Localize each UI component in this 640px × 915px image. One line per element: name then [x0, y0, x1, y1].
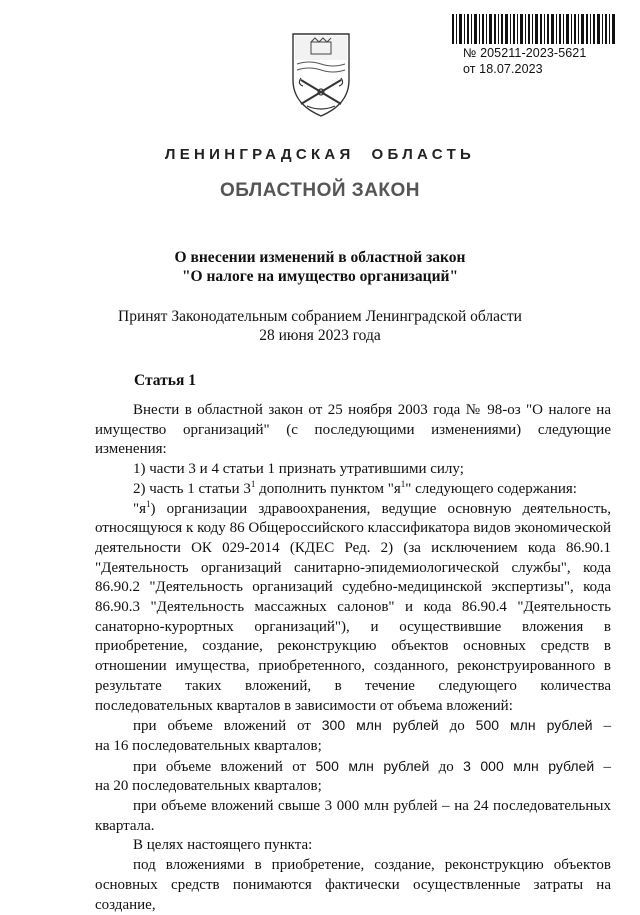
investment-tier-2-term: на 20 последовательных кварталов; — [95, 778, 322, 795]
law-title-line-2: "О налоге на имущество организаций" — [181, 268, 459, 285]
investment-tier-2: при объеме вложений от 500 млн рублей до 3 000 млн рублей – — [133, 757, 612, 775]
article-intro: Внести в областной закон от 25 ноября 2003 года № 98-оз "О налоге на имущество организаций" (с последующими изменениями) следующие изменения: — [95, 402, 611, 458]
investment-tier-1-term: на 16 последовательных кварталов; — [95, 737, 322, 754]
article-body — [95, 401, 611, 915]
registration-date: от 18.07.2023 — [463, 62, 543, 76]
barcode — [452, 14, 616, 44]
purpose-clause: В целях настоящего пункта: — [133, 837, 313, 854]
region-heading: ЛЕНИНГРАДСКАЯ ОБЛАСТЬ — [164, 146, 476, 163]
article-heading: Статья 1 — [134, 372, 196, 389]
definition-clause: под вложениями в приобретение, создание, реконструкцию объектов основных средств понимаются фактически осуществленные затраты на создание, — [95, 857, 611, 913]
registration-number: № 205211-2023-5621 — [463, 46, 587, 60]
inserted-clause: "$я^1$) организации здравоохранения, ведущие основную деятельность, относящуюся к коду 86 Общероссийского классификатора видов экономической деятельности ОК 029-2014 (КДЕС Ред. 2) (за исключением кода 86.90.1 "Деятельность организаций санитарно-эпидемиологической службы", кода 86.90.2 "Деятельность организаций судебно-медицинской экспертизы", кода 86.90.3 "Деятельность массажных салонов" и кода 86.90.4 "Деятельность санаторно-курортных организаций"), и осуществившие вложения в приобретение, создание, реконструкцию объектов основных средств в отношении имущества, приобретенного, созданного, реконструированного в результате таких вложений, в течение следующего количества последовательных кварталов в зависимости от объема вложений: — [95, 498, 611, 714]
adoption-line-1: Принят Законодательным собранием Ленинградской области — [118, 308, 522, 325]
adoption-statement — [0, 307, 640, 345]
article-item-1: 1) части 3 и 4 статьи 1 признать утратившими силу; — [133, 461, 464, 478]
coat-of-arms-emblem — [289, 30, 353, 118]
law-title — [0, 248, 640, 286]
article-item-2: 2) часть 1 статьи $3^1$ дополнить пунктом "$я^1$" следующего содержания: — [133, 478, 577, 497]
adoption-date: 28 июня 2023 года — [259, 327, 381, 344]
investment-tier-3: при объеме вложений свыше 3 000 млн рублей – на 24 последовательных квартала. — [95, 798, 611, 834]
document-type-heading: ОБЛАСТНОЙ ЗАКОН — [219, 180, 421, 201]
investment-tier-1: при объеме вложений от 300 млн рублей до 500 млн рублей – — [133, 717, 611, 735]
law-title-line-1: О внесении изменений в областной закон — [174, 249, 466, 266]
